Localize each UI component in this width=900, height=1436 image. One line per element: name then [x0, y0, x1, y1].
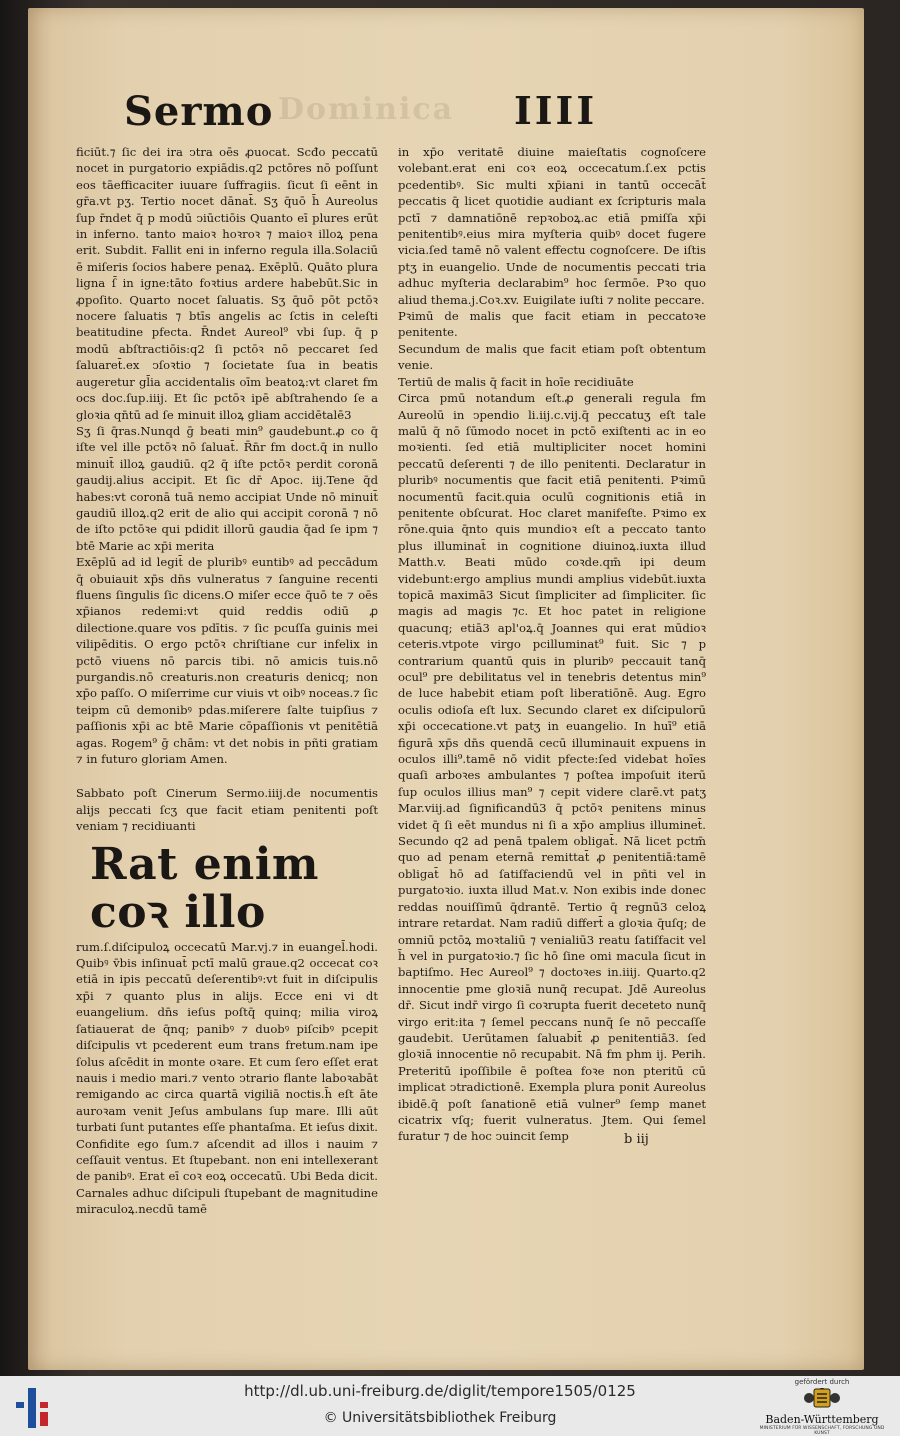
sponsor-logo	[752, 1378, 892, 1434]
coat-of-arms-icon	[802, 1388, 842, 1408]
left-column	[76, 144, 378, 1218]
paragraph: Secundum de malis que facit etiam poſt obtentum venie.	[398, 341, 706, 373]
sponsor-top-label: gefördert durch	[794, 1378, 850, 1386]
permalink-url[interactable]: http://dl.ub.uni-freiburg.de/diglit/tempore1505/0125	[244, 1382, 636, 1400]
running-head	[28, 88, 864, 148]
paragraph: Circa pmū notandum eſt.ꝓ generali regula fm Aureolū in ↄpendio li.iij.c.vij.q̄ peccatuʒ eſt tale malū q̄ nō ſūmodo nocet in pctō exiſtenti ac in eo moꝛienti. ſed etiā multipliciter nocet homini peccatū deſerenti ⁊ de illo penitenti. Declaratur in pluribꝰ nocumentis que facit etiā penitenti. Pꝛimū nocumentū facit.quia oculū cognitionis etiā in penitente obſcurat. Hoc claret manifeſte. Pꝛimo ex rōne.quia q̄nto quis mundioꝛ eſt a peccato tanto plus illuminat̄ in cognitione diuinoꝝ.iuxta illud Matth.v. Beati mūdo coꝛde.qm̄ ipi deum videbunt:ergo amplius mundi amplius videbūt.iuxta topicā maximā3 Sicut ſimpliciter ad ſimpliciter. ſic magis ad magis ⁊c. Et hoc patet in religione quacunq; etiā3 apl'oꝝ.q̄ Joannes qui erat mūdioꝛ ceteris.vtpote virgo pcilluminat⁹ fuit. Sic ⁊ p contrarium quantū quis in pluribꝰ peccauit tanq̄ ocul⁹ pre debilitatus vel in tenebris detentus min⁹ de luce habebit etiam poſt liberatiōnē. Aug. Egro oculis odioſa eſt lux. Secundo claret ex diſcipulorū xp̄i occecatione.vt patʒ in euangelio. In huī⁹ etiā figurā xp̄s dn̄s quendā cecū illuminauit expuens in oculos illi⁹.tamē nō vidit pfecte:ſed videbat hoīes quaſi arboꝛes ambulantes ⁊ poſtea impoſuit iterū ſup oculos illius man⁹ ⁊ cepit videre clarē.vt patʒ Mar.viij.ad ſignificandū3 q̄ pctōꝛ penitens minus videt q̄ ſi eēt mundus ni ſi a xp̄o amplius illuminet̄. Secundo q2 ad penā tpalem obligat̄. Nā licet pctm̄ quo ad penam eternā remittat̄ ꝓ penitentiā:tamē obligat̄ hō ad ſatiſfaciendū vel in pñti vel in purgatoꝛio. iuxta illud Mat.v. Non exibis inde donec reddas nouiſſimū q̄drantē. Tertio q̄ regnū3 celoꝝ intrare retardat. Nam radiū differt̄ a gloꝛia q̄uſq; de omniū pctōꝝ moꝛtaliū ⁊ venialiū3 reatu ſatiſfacit vel h̄ vel in purgatoꝛio.⁊ ſic hō ſine omi macula ſicut in baptiſmo. Hec Aureol⁹ ⁊ doctoꝛes in.iiij. Quarto.q2 innocentie pme gloꝛiā nunq̄ recupat. Jdē Aureolus dr̄. Sicut indr̄ virgo ſi coꝛrupta fuerit deceteto nunq̄ virgo erit:ita ⁊ ſemel peccans nunq̄ ſe nō peccaſſe gaudebit. Uerūtamen ſaluabit̄ ꝓ penitentiā3. ſed gloꝛiā innocentie nō recupabit. Nā fm phm ij. Perih. Preteritū ipoſſibile ē poſtea foꝛe non pteritū cū implicat ↄtradictionē. Exempla plura ponit Aureolus ibidē.q̄ poſt ſanationē etiā vulner⁹ ſemp manet cicatrix vſq; fuerit vulneratus. Jtem. Qui ſemel furatur ⁊ de hoc ↄuincit ſemp	[398, 391, 706, 1144]
paragraph: rum.ſ.diſcipuloꝝ occecatū Mar.vj.⁊ in euangel̄.hodi. Quibꝰ v̄bis inſinuat̄ pctī malū graue.q2 occecat coꝛ etiā in ipis peccatū deſerentibꝰ:vt fuit in diſcipulis xp̄i ⁊ quanto plus in alijs. Ecce eni vi dt euangelium. dn̄s ieſus poſtq̄ quinq; milia viroꝝ ſatiauerat de q̄nq; panibꝰ ⁊ duobꝰ piſcibꝰ pcepit diſcipulis vt pcederent eum trans fretum.nam ipe ſolus aſcēdit in monte oꝛare. Et cum ſero eſſet erat nauis i medio mari.⁊ vento ↄtrario flante laboꝛabāt remigando ac circa quartā vigiliā noctis.h̄ eſt āte auroꝛam venit Jeſus ambulans ſup mare. Illi aūt turbati ſunt putantes eſſe phantaſma. Et ieſus dixit. Confidite ego ſum.⁊ aſcendit ad illos i nauim ⁊ ceſſauit ventus. Et ſtupebant. non eni intellexerant de panibꝰ. Erat eī coꝛ eoꝝ occecatū. Ubi Beda dicit. Carnales adhuc diſcipuli ſtupebant de magnitudine miraculoꝝ.necdū tamē	[76, 939, 378, 1217]
sponsor-name: Baden-Württemberg	[765, 1413, 879, 1426]
paragraph: Pꝛimū de malis que facit etiam in peccatoꝛe penitente.	[398, 309, 706, 340]
paragraph: Tertiū de malis q̄ facit in hoīe recidiuāte	[398, 374, 634, 389]
sponsor-subtitle: MINISTERIUM FÜR WISSENSCHAFT, FORSCHUNG UND KUNST	[759, 1426, 885, 1436]
right-column	[398, 144, 706, 1145]
sermon-title: Sabbato poſt Cinerum Sermo.iiij.de nocumentis alijs peccati ſcʒ que facit etiam penitenti poſt veniam ⁊ recidiuanti	[76, 786, 378, 834]
sermon-incipit: Rat enim coꝛ illo	[90, 838, 319, 938]
folio-number: IIII	[514, 88, 598, 133]
running-head-left: Sermo	[124, 88, 274, 135]
book-page	[28, 8, 864, 1370]
copyright-notice: © Universitätsbibliothek Freiburg	[323, 1410, 557, 1426]
paragraph: in xp̄o veritatē diuine maieſtatis cognoſcere volebant.erat eni coꝛ eoꝝ occecatum.ſ.ex pctis pcedentibꝰ. Sic multi xp̄iani in tantū occecāt̄ peccatis q̄ licet quotidie audiant ex ſcripturis mala pctī ⁊ damnatiōnē repꝛoboꝝ.ac etiā pmiſſa xp̄i penitentibꝰ.eius mira myſteria quibꝰ docet fugere vicia.ſed tamē nō valent effectu cognoſcere. De iſtis ptʒ in euangelio. Unde de nocumentis peccati tria adhuc myſteria declarabim⁹ hoc ſermōe. Pꝛo quo aliud thema.j.Coꝛ.xv. Euigilate iuſti ⁊ nolite peccare.	[398, 145, 706, 307]
viewer-footer	[0, 1376, 900, 1436]
signature-mark: b iij	[624, 1132, 649, 1147]
paragraph: Sʒ ſi q̄ras.Nunqd ḡ beati min⁹ gaudebunt.ꝓ co q̄ iſte vel ille pctōꝛ nō ſaluat̄. R̄n̄r fm doct.q̄ in nullo minuit̄ illoꝝ gaudiū. q2 q̄ iſte pctōꝛ perdit coronā gaudij.alius accipit. Et ſic dr̄ Apoc. iij.Tene q̄d habes:vt coronā tuā nemo accipiat Unde nō minuit̄ gaudiū illoꝝ.q2 erit de alio qui accipit coronā ⁊ nō de iſto pctōꝛe qui pdidit illorū gaudia q̄ad ſe ipm ⁊ btē Marie ac xp̄i merita	[76, 423, 378, 553]
ub-freiburg-logo-icon[interactable]	[16, 1382, 50, 1428]
paragraph: Exēplū ad id legit̄ de pluribꝰ euntibꝰ ad peccādum q̄ obuiauit xp̄s dn̄s vulneratus ⁊ ſanguine recenti fluens ſingulis ſic dicens.O miſer ecce q̄uō te ⁊ oēs xp̄ianos redemi:vt quid reddis odiū ꝓ dilectione.quare vos pdītis. ⁊ ſic pcuſſa guinis mei vilipēditis. O ergo pctōꝛ chriſtiane cur infelix in pctō viuens nō parcis tibi. nō amicis tuis.nō purgandis.nō creaturis.non creaturis denicq; non xp̄o paſſo. O miſerrime cur viuis vt oibꝰ noceas.⁊ ſic teipm cū demonibꝰ pdas.miſerere ſalte tuipſius ⁊ paſſionis xp̄i ac btē Marie cōpaſſionis vt penitētiā agas. Rogem⁹ ḡ chām: vt det nobis in pñti gratiam ⁊ in futuro gloriam Amen.	[76, 555, 378, 767]
paragraph: ficiūt.⁊ ſic dei ira ↄtra oēs ꝓuocat. Scđo peccatū nocet in purgatorio expiādis.q2 pctōres nō poſſunt eos tāefficaciter iuuare ſuffragiis. ſicut ſi eēnt in gr̄a.vt pʒ. Tertio nocet dānat̄. Sʒ q̄uō h̄ Aureolus ſup r̄ndet q̄ p modū ↄiūctiōis Quanto eī plures erūt in inferno. tanto maioꝛ hoꝛroꝛ ⁊ maioꝛ illoꝝ pena erit. Subdit. Fallit eni in inferno regula illa.Solaciū ē miſeris ſocios habere penaꝝ. Exēplū. Quāto plura ligna ſ̄ in igne:tāto foꝛtius ardere habebūt.Sic in ꝓpoſito. Quarto nocet ſaluatis. Sʒ q̄uō pōt pctōꝛ nocere ſaluatis ⁊ btīs angelis ac ſctis in celeſti beatitudine pfecta. R̄ndet Aureol⁹ vbi ſup. q̄ p modū abſtractiōis:q2 ſi pctōꝛ nō peccaret ſed ſaluaret̄.ex ↄſoꝛtio ⁊ ſocietate ſua in beatis augeretur gl̄ia accidentalis oīm beatoꝝ:vt claret fm ocs doc.ſup.iiij. Et ſic pctōꝛ ipē abſtrahendo ſe a gloꝛia qn̄tū ad ſe minuit illoꝝ gliam accidētalē3	[76, 145, 378, 422]
bleed-through-text: Dominica	[278, 92, 455, 127]
